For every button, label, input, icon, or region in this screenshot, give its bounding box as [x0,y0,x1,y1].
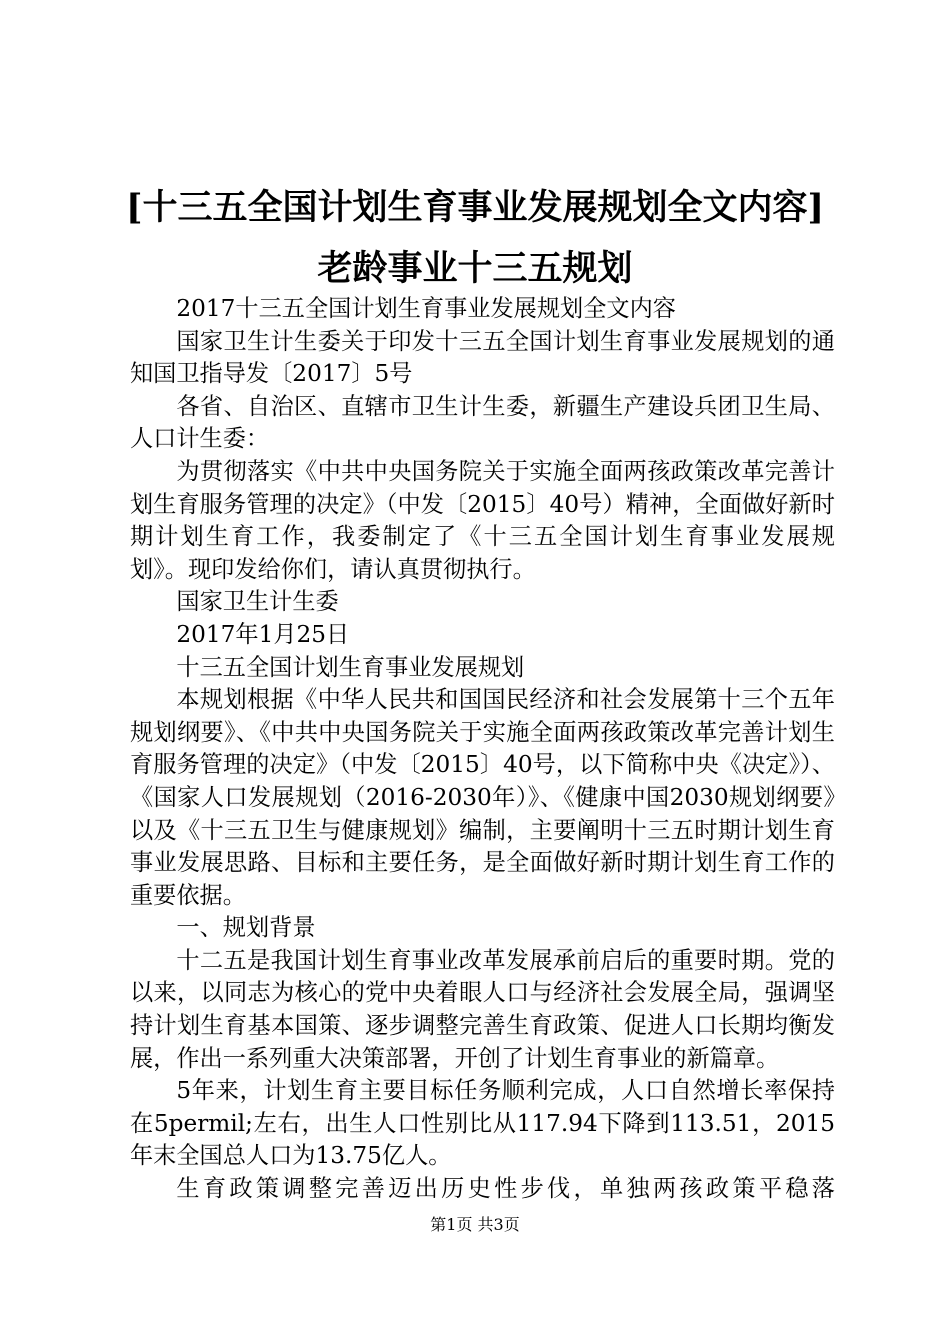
paragraph: 5年来，计划生育主要目标任务顺利完成，人口自然增长率保持在5permil;左右，出生人口性别比从117.94下降到113.51，2015年末全国总人口为13.75亿人。 [130,1077,835,1170]
paragraph: 国家卫生计生委 [176,588,339,616]
paragraph: 各省、自治区、直辖市卫生计生委，新疆生产建设兵团卫生局、人口计生委： [130,392,835,453]
paragraph: 2017年1月25日 [176,620,350,648]
paragraph: 本规划根据《中华人民共和国国民经济和社会发展第十三个五年规划纲要》、《中共中央国务院关于实施全面两孩政策改革完善计划生育服务管理的决定》（中发〔2015〕40号，以下简称中央《决定》）、《国家人口发展规划（2016-2030年）》、《健康中国2030规划纲要》以及《十三五卫生与健康规划》编制，主要阐明十三五时期计划生育事业发展思路、目标和主要任务，是全面做好新时期计划生育工作的重要依据。 [130,686,835,909]
paragraph: 十三五全国计划生育事业发展规划 [176,653,525,681]
page-footer: 第1页 共3页 [430,1215,520,1234]
document-title-line-2: 老龄事业十三五规划 [317,248,633,289]
paragraph: 一、规划背景 [176,914,316,942]
paragraph: 国家卫生计生委关于印发十三五全国计划生育事业发展规划的通知国卫指导发〔2017〕5号 [130,327,835,388]
paragraph: 2017十三五全国计划生育事业发展规划全文内容 [176,295,676,322]
document-title-line-1: [十三五全国计划生育事业发展规划全文内容] [125,187,825,228]
document-body [130,293,835,1206]
paragraph: 为贯彻落实《中共中央国务院关于实施全面两孩政策改革完善计划生育服务管理的决定》（中发〔2015〕40号）精神，全面做好新时期计划生育工作，我委制定了《十三五全国计划生育事业发展规划》。现印发给你们，请认真贯彻执行。 [130,457,835,583]
paragraph: 生育政策调整完善迈出历史性步伐，单独两孩政策平稳落 [176,1175,835,1203]
paragraph: 十二五是我国计划生育事业改革发展承前启后的重要时期。党的以来，以同志为核心的党中央着眼人口与经济社会发展全局，强调坚持计划生育基本国策、逐步调整完善生育政策、促进人口长期均衡发展，作出一系列重大决策部署，开创了计划生育事业的新篇章。 [130,946,835,1072]
